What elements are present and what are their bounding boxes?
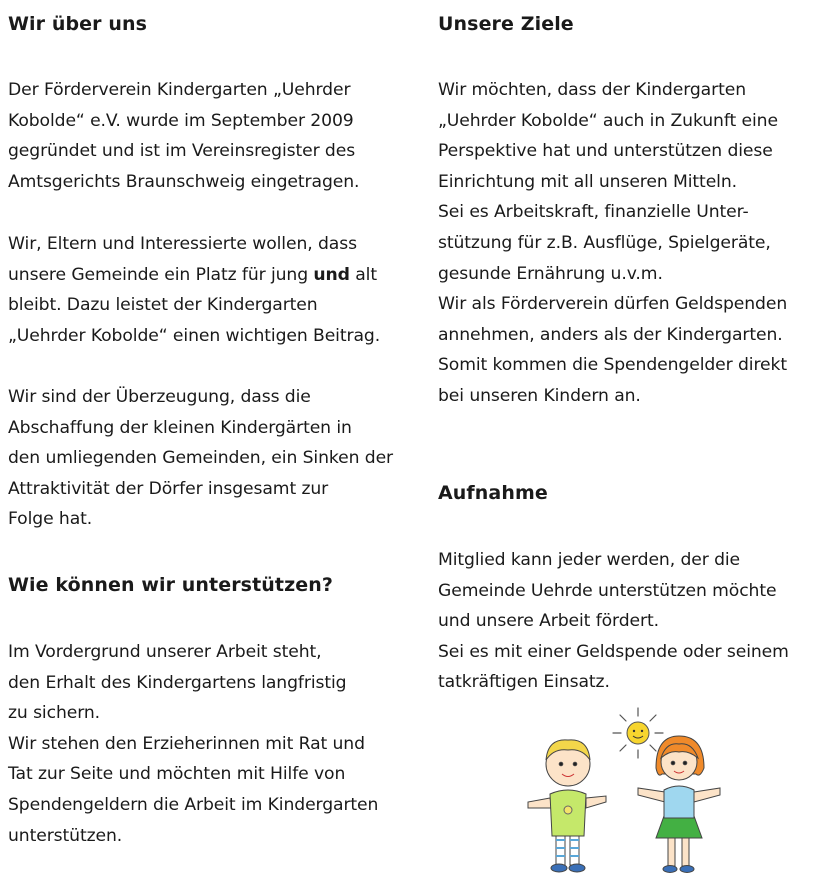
girl-figure — [638, 736, 720, 873]
support-heading: Wie können wir unterstützen? — [8, 574, 333, 596]
text-line: Wir als Förderverein dürfen Geldspenden — [438, 294, 788, 315]
text-line: Amtsgerichts Braunschweig eingetragen. — [8, 171, 360, 192]
membership-heading: Aufnahme — [438, 482, 548, 504]
text-line: Einrichtung mit all unseren Mitteln. — [438, 171, 738, 192]
text-fragment: unsere Gemeinde ein Platz für jung — [8, 264, 314, 285]
text-line: zu sichern. — [8, 703, 101, 724]
emphasis-und: und — [313, 264, 350, 285]
text-line: Spendengeldern die Arbeit im Kindergarten — [8, 794, 379, 815]
text-line: bei unseren Kindern an. — [438, 385, 641, 406]
text-line: Kobolde“ e.V. wurde im September 2009 — [8, 110, 354, 131]
text-line: Sei es Arbeitskraft, finanzielle Unter- — [438, 202, 749, 223]
goals-paragraph — [438, 75, 787, 412]
text-line: Der Förderverein Kindergarten „Uehrder — [8, 80, 351, 100]
about-paragraph-1 — [8, 75, 359, 197]
text-line: „Uehrder Kobolde“ einen wichtigen Beitrag. — [8, 325, 381, 346]
text-line: Sei es mit einer Geldspende oder seinem — [438, 641, 789, 662]
text-line: gesunde Ernährung u.v.m. — [438, 263, 663, 284]
text-line — [8, 260, 380, 291]
text-line: und unsere Arbeit fördert. — [438, 611, 659, 632]
goals-heading: Unsere Ziele — [438, 13, 574, 35]
sun-icon — [613, 708, 663, 758]
text-line: Wir möchten, dass der Kindergarten — [438, 80, 746, 100]
support-paragraph — [8, 637, 378, 851]
membership-paragraph — [438, 545, 789, 698]
text-fragment: alt — [349, 264, 377, 285]
text-line: bleibt. Dazu leistet der Kindergarten — [8, 295, 318, 316]
text-line: annehmen, anders als der Kindergarten. — [438, 324, 783, 345]
about-paragraph-3 — [8, 382, 393, 535]
text-line: Somit kommen die Spendengelder direkt — [438, 355, 788, 376]
text-line: Tat zur Seite und möchten mit Hilfe von — [8, 764, 346, 785]
text-line: stützung für z.B. Ausflüge, Spielgeräte, — [438, 232, 771, 253]
text-line: tatkräftigen Einsatz. — [438, 672, 610, 693]
text-line: „Uehrder Kobolde“ auch in Zukunft eine — [438, 110, 778, 131]
text-line: Wir sind der Überzeugung, dass die — [8, 387, 311, 407]
about-paragraph-2 — [8, 229, 380, 351]
text-line: Attraktivität der Dörfer insgesamt zur — [8, 478, 329, 499]
text-line: Wir, Eltern und Interessierte wollen, dass — [8, 234, 357, 254]
text-line: unterstützen. — [8, 825, 123, 846]
text-line: Mitglied kann jeder werden, der die — [438, 550, 741, 570]
text-line: Abschaffung der kleinen Kindergärten in — [8, 417, 352, 438]
about-heading: Wir über uns — [8, 13, 148, 35]
text-line: den Erhalt des Kindergartens langfristig — [8, 672, 347, 693]
text-line: Wir stehen den Erzieherinnen mit Rat und — [8, 733, 365, 754]
children-sun-illustration — [520, 698, 740, 888]
text-line: Folge hat. — [8, 509, 93, 530]
boy-figure — [528, 740, 606, 872]
text-line: Im Vordergrund unserer Arbeit steht, — [8, 642, 322, 662]
text-line: Perspektive hat und unterstützen diese — [438, 141, 773, 162]
text-line: den umliegenden Gemeinden, ein Sinken der — [8, 448, 394, 469]
text-line: Gemeinde Uehrde unterstützen möchte — [438, 580, 777, 601]
text-line: gegründet und ist im Vereinsregister des — [8, 141, 356, 162]
